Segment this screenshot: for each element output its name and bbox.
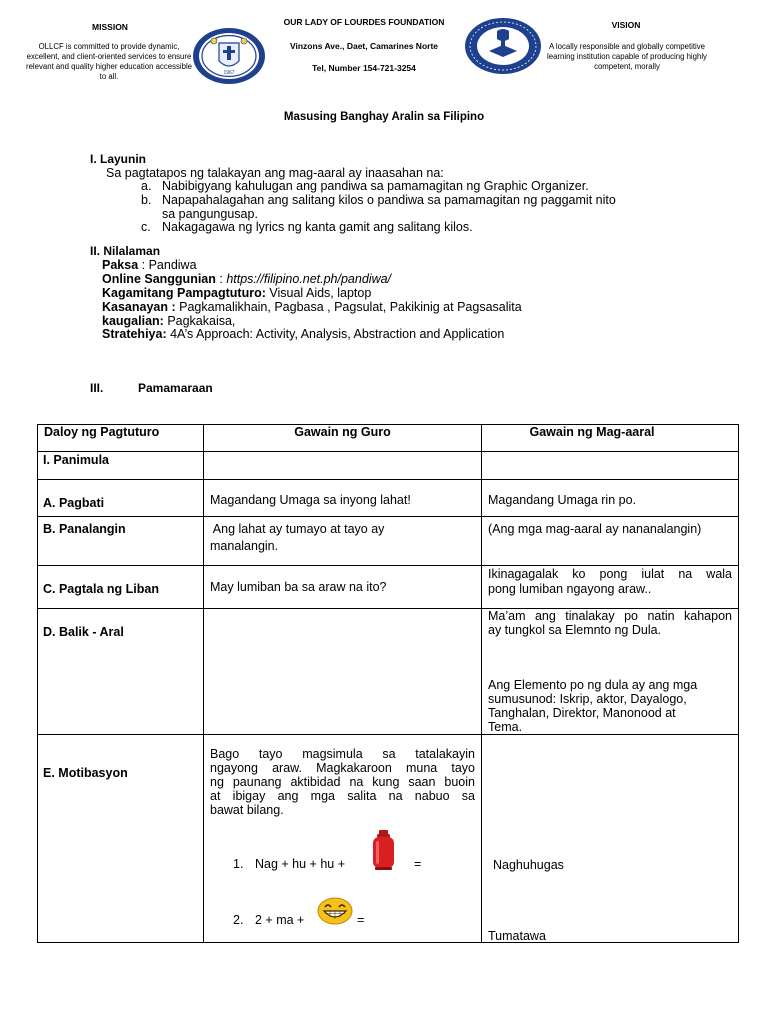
mag-aaral-balik-aral: sumusunod: Iskrip, aktor, Dayalogo, (488, 692, 687, 706)
guro-motibasyon: ng paunang aktibidad na kung saan buoin (210, 775, 475, 789)
org-name: OUR LADY OF LOURDES FOUNDATION (283, 17, 445, 27)
mag-aaral-balik-aral: ay tungkol sa Elemnto ng Dula. (488, 623, 662, 637)
nilalaman-sep: : (215, 272, 227, 286)
table-border-left (37, 424, 38, 943)
row-label-motibasyon: E. Motibasyon (43, 766, 128, 780)
activity-equals: = (357, 913, 365, 927)
table-row-divider (37, 565, 739, 566)
row-label-panimula: I. Panimula (43, 453, 109, 467)
pamamaraan-heading: Pamamaraan (138, 381, 213, 395)
objective-text: Napapahalagahan ang salitang kilos o pandiwa sa pamamagitan ng paggamit nito (162, 193, 616, 207)
org-tel: Tel, Number 154-721-3254 (312, 63, 416, 73)
objective-marker: a. (141, 179, 152, 193)
activity-item-text: 2 + ma + (255, 913, 305, 927)
answer-tumatawa: Tumatawa (488, 929, 546, 943)
activity-item-number: 2. (233, 913, 244, 927)
guro-panalangin: Ang lahat ay tumayo at tayo ay (210, 522, 385, 536)
row-label-panalangin: B. Panalangin (43, 522, 126, 536)
table-border-bottom (37, 942, 739, 943)
nilalaman-label: Stratehiya: (102, 327, 167, 341)
objective-marker: b. (141, 193, 152, 207)
nilalaman-value: Pagkakaisa, (167, 314, 236, 328)
table-header: Gawain ng Guro (294, 425, 391, 439)
seal-year: 1967 (223, 70, 235, 76)
layunin-heading: I. Layunin (90, 152, 147, 166)
mag-aaral-balik-aral: Ang Elemento po ng dula ay ang mga (488, 678, 698, 692)
mag-aaral-panalangin: (Ang mga mag-aaral ay nananalangin) (488, 522, 702, 536)
mag-aaral-balik-aral: Ma’am ang tinalakay po natin kahapon (488, 609, 732, 623)
objective-marker: c. (141, 220, 151, 234)
guro-panalangin-cont: manalangin. (210, 539, 279, 553)
nilalaman-label: Kasanayan : (102, 300, 176, 314)
guro-motibasyon: ngayong araw. Magkakaroon muna tayo (210, 761, 475, 775)
document-title: Masusing Banghay Aralin sa Filipino (283, 111, 485, 123)
pamamaraan-number: III. (90, 381, 104, 395)
table-row-divider (37, 451, 739, 452)
layunin-intro: Sa pagtatapos ng talakayan ang mag-aaral ay inaasahan na: (106, 166, 444, 180)
nilalaman-label: Online Sanggunian (102, 272, 216, 286)
table-row-divider (37, 479, 739, 480)
table-border-right (738, 424, 739, 943)
nilalaman-label: Kagamitang Pampagtuturo: (102, 286, 266, 300)
nilalaman-value: Visual Aids, laptop (269, 286, 372, 300)
nilalaman-value: 4A’s Approach: Activity, Analysis, Abstraction and Application (170, 327, 505, 341)
nilalaman-value: Pandiwa (148, 258, 197, 272)
mag-aaral-pagtala-cont: pong lumiban ngayong araw.. (488, 582, 652, 596)
guro-motibasyon: at ibigay ang mga salita na nabuo sa (210, 789, 475, 803)
table-header: Gawain ng Mag-aaral (529, 425, 655, 439)
nilalaman-sep: : (138, 258, 149, 272)
mag-aaral-balik-aral: Tanghalan, Direktor, Manonood at (488, 706, 676, 720)
laughing-emoji-icon (316, 897, 354, 925)
row-label-pagtala: C. Pagtala ng Liban (43, 582, 159, 596)
table-col-divider (481, 424, 482, 943)
activity-item-number: 1. (233, 857, 244, 871)
mag-aaral-pagbati: Magandang Umaga rin po. (488, 493, 637, 507)
row-label-balik-aral: D. Balik - Aral (43, 625, 124, 639)
answer-naghuhugas: Naghuhugas (493, 858, 564, 872)
nilalaman-value: Pagkamalikhain, Pagbasa , Pagsulat, Pakikinig at Pagsasalita (179, 300, 522, 314)
gas-tank-icon (371, 829, 396, 871)
table-row-divider (37, 734, 739, 735)
nilalaman-label: kaugalian: (102, 314, 164, 328)
table-row-divider (37, 516, 739, 517)
row-label-pagbati: A. Pagbati (43, 496, 105, 510)
objective-text: Nakagagawa ng lyrics ng kanta gamit ang salitang kilos. (162, 220, 473, 234)
activity-item-text: Nag + hu + hu + (255, 857, 346, 871)
objective-text: Nabibigyang kahulugan ang pandiwa sa pamamagitan ng Graphic Organizer. (162, 179, 589, 193)
table-header: Daloy ng Pagtuturo (44, 425, 160, 439)
mag-aaral-pagtala: Ikinagagalak ko pong iulat na wala (488, 567, 732, 581)
nilalaman-label: Paksa (102, 258, 139, 272)
vision-title: VISION (611, 20, 641, 30)
activity-equals: = (414, 857, 422, 871)
nilalaman-heading: II. Nilalaman (90, 244, 161, 258)
objective-text-cont: sa pangungusap. (162, 206, 258, 221)
guro-pagbati: Magandang Umaga sa inyong lahat! (210, 493, 411, 507)
vision-text: A locally responsible and globally competitive learning institution capable of producing highly competent, morally (547, 42, 707, 71)
mission-text: OLLCF is committed to provide dynamic, excellent, and client-oriented services to ensure relevant and quality higher education accessible to all. (26, 42, 193, 81)
guro-motibasyon: Bago tayo magsimula sa tatalakayin (210, 747, 475, 761)
mission-title: MISSION (92, 22, 128, 32)
mag-aaral-balik-aral: Tema. (488, 720, 523, 734)
org-address: Vinzons Ave., Daet, Camarines Norte (289, 41, 438, 51)
guro-motibasyon: bawat bilang. (210, 803, 284, 817)
table-col-divider (203, 424, 204, 943)
guro-pagtala: May lumiban ba sa araw na ito? (210, 580, 387, 594)
sanggunian-link[interactable]: https://filipino.net.ph/pandiwa/ (226, 272, 392, 286)
